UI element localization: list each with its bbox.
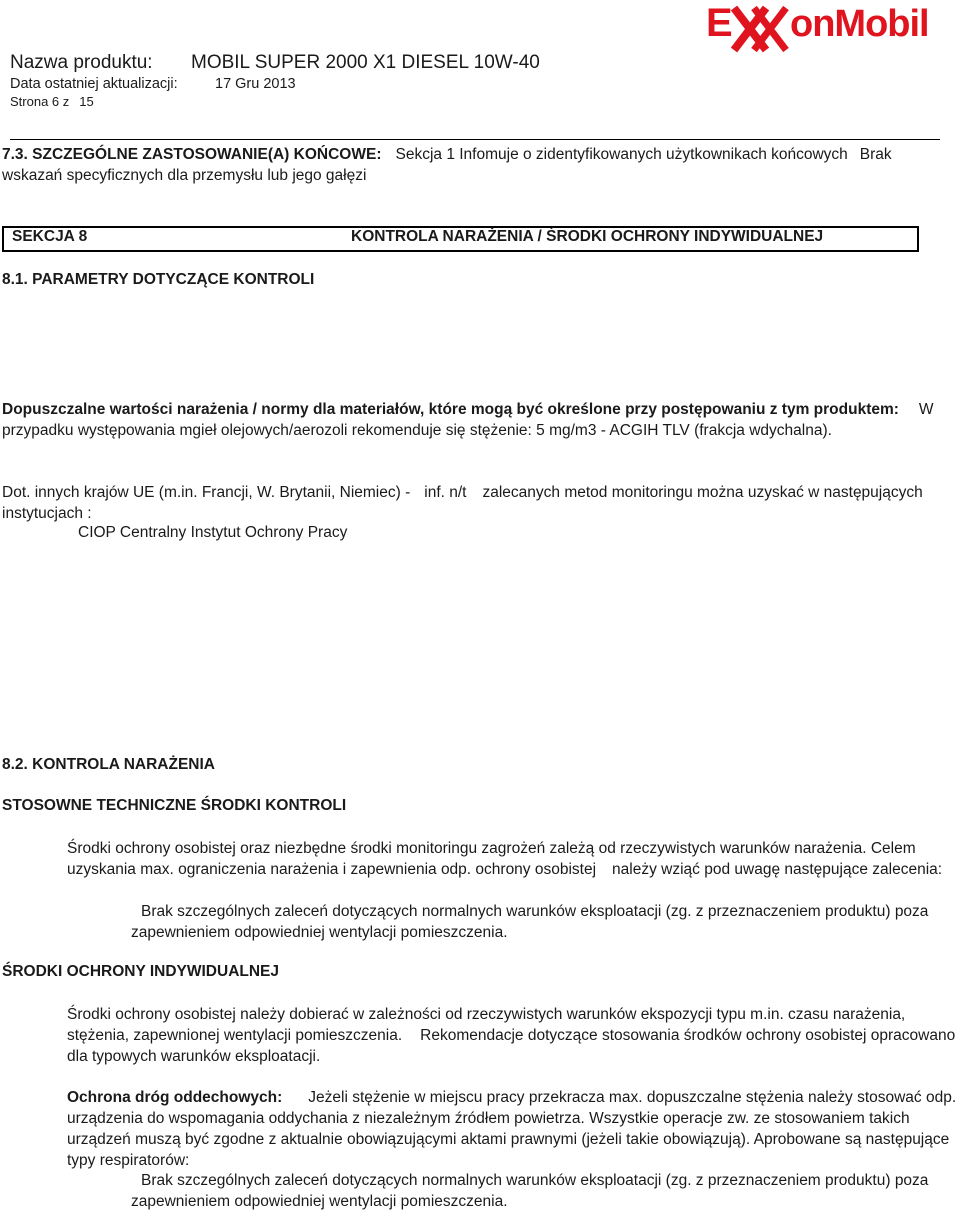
svg-text:onMobil: onMobil <box>790 3 929 45</box>
svg-text:E: E <box>706 1 732 45</box>
personal-protection-paragraph <box>67 1004 957 1067</box>
respiratory-protection-note: Brak szczególnych zaleceń dotyczących normalnych warunków eksploatacji (zg. z przeznaczeniem produktu) poza zapewnieniem odpowiedniej wentylacji pomieszczenia. <box>131 1172 929 1210</box>
personal-protection-text2: Rekomendacje dotyczące stosowania środków ochrony osobistej opracowano dla typowych warunków eksploatacji. <box>67 1027 956 1065</box>
page-total: 15 <box>79 94 94 109</box>
monitoring-inf: inf. n/t <box>424 484 467 501</box>
technical-controls-paragraph <box>67 838 957 880</box>
date-value: 17 Gru 2013 <box>215 76 296 92</box>
page-label: Strona 6 z <box>10 94 70 109</box>
product-label: Nazwa produktu: <box>10 52 153 73</box>
page-indicator <box>10 94 94 109</box>
date-line <box>10 76 296 92</box>
monitoring-countries: Dot. innych krajów UE (m.in. Francji, W. Brytanii, Niemiec) - <box>2 484 411 501</box>
respiratory-protection-paragraph <box>67 1087 957 1171</box>
section-7-3-heading: 7.3. SZCZEGÓLNE ZASTOSOWANIE(A) KOŃCOWE: <box>2 146 382 163</box>
monitoring-rest: zalecanych metod monitoringu można uzyskać w następujących instytucjach : <box>2 484 923 522</box>
respiratory-protection-label: Ochrona dróg oddechowych: <box>67 1089 283 1106</box>
technical-controls-text2: należy wziąć pod uwagę następujące zalecenia: <box>612 861 943 878</box>
section-8-2-heading: 8.2. KONTROLA NARAŻENIA <box>2 756 215 773</box>
technical-controls-note: Brak szczególnych zaleceń dotyczących normalnych warunków eksploatacji (zg. z przeznaczeniem produktu) poza zapewnieniem odpowiedniej wentylacji pomieszczenia. <box>131 903 929 941</box>
personal-protection-heading: ŚRODKI OCHRONY INDYWIDUALNEJ <box>2 963 280 980</box>
section-8-number: SEKCJA 8 <box>12 228 88 245</box>
product-line <box>10 52 540 74</box>
exposure-limits-text: W przypadku występowania mgieł olejowych/aerozoli rekomenduje się stężenie: 5 mg/m3 - ACGIH TLV (frakcja wdychalna). <box>2 401 934 439</box>
product-name: MOBIL SUPER 2000 X1 DIESEL 10W-40 <box>191 52 540 73</box>
date-label: Data ostatniej aktualizacji: <box>10 76 178 92</box>
ciop-institution: CIOP Centralny Instytut Ochrony Pracy <box>78 524 348 541</box>
section-7-3-text1: Sekcja 1 Infomuje o zidentyfikowanych użytkownikach końcowych <box>395 146 848 163</box>
section-7-3-text2: Brak wskazań specyficznych dla przemysłu lub jego gałęzi <box>2 146 892 184</box>
exxonmobil-logo <box>704 0 960 56</box>
exposure-limits-paragraph <box>2 399 957 441</box>
respiratory-protection-text: Jeżeli stężenie w miejscu pracy przekracza max. dopuszczalne stężenia należy stosować odp. urządzenia do wspomagania oddychania z niezależnym źródłem powietrza. Wszystkie operacje zw. ze stosowaniem takich urządzeń muszą być zgodne z aktualnie obowiązującymi aktami prawnymi (jeżeli takie obowiązują). Aprobowane są następujące typy respiratorów: <box>67 1089 957 1169</box>
technical-controls-text1: Środki ochrony osobistej oraz niezbędne środki monitoringu zagrożeń zależą od rzeczywistych warunków narażenia. Celem uzyskania max. ograniczenia narażenia i zapewnienia odp. ochrony osobistej <box>67 840 916 878</box>
section-8-title: KONTROLA NARAŻENIA / ŚRODKI OCHRONY INDYWIDUALNEJ <box>351 228 824 245</box>
personal-protection-text1: Środki ochrony osobistej należy dobierać w zależności od rzeczywistych warunków ekspozycji typu m.in. czasu narażenia, stężenia, zapewnionej wentylacji pomieszczenia. <box>67 1006 906 1044</box>
monitoring-paragraph <box>2 482 960 524</box>
interlocking-xx-icon <box>734 8 786 50</box>
section-7-3 <box>2 144 952 186</box>
technical-controls-heading: STOSOWNE TECHNICZNE ŚRODKI KONTROLI <box>2 797 347 814</box>
exposure-limits-label: Dopuszczalne wartości narażenia / normy dla materiałów, które mogą być określone przy postępowaniu z tym produktem: <box>2 401 899 418</box>
section-8-1-heading: 8.1. PARAMETRY DOTYCZĄCE KONTROLI <box>2 271 315 288</box>
header-rule <box>10 139 940 140</box>
